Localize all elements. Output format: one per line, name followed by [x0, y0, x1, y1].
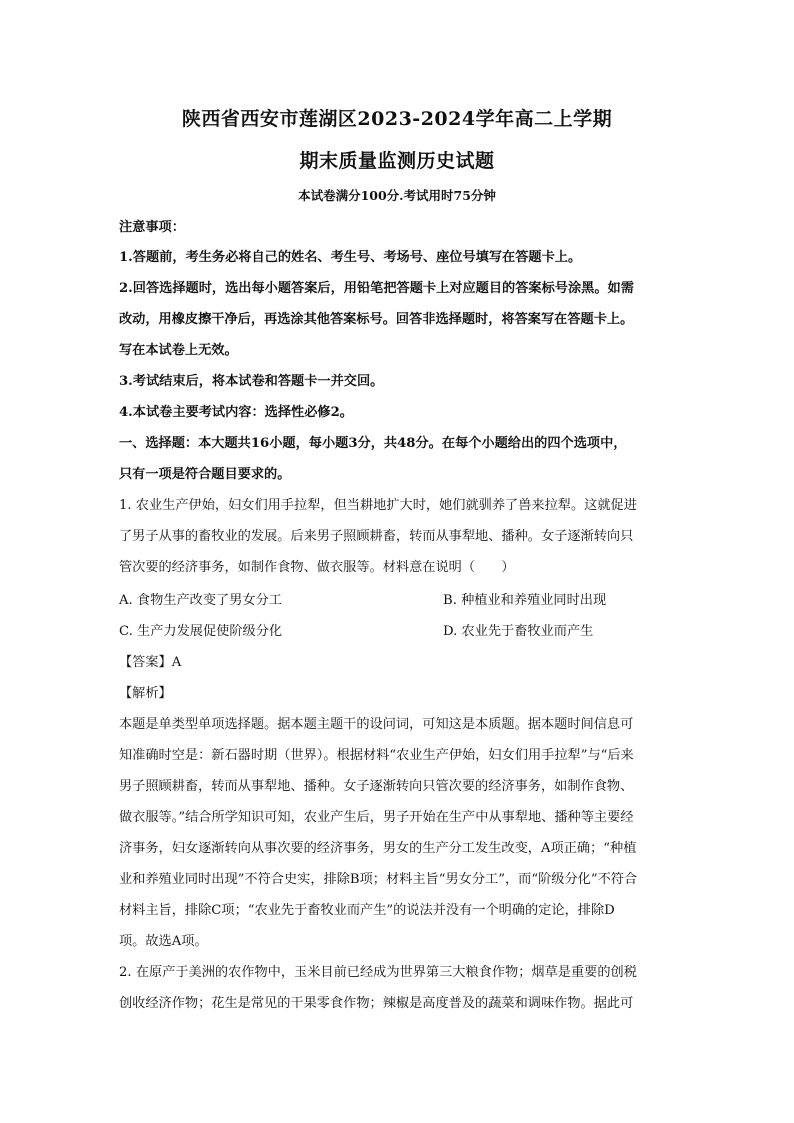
title-line-1: 陕西省西安市莲湖区2023-2024学年高二上学期 — [181, 108, 613, 130]
analysis-text: 知准确时空是：新石器时期（世界）。根据材料“农业生产伊始，妇女们用手拉犁”与“后来 — [119, 748, 634, 763]
analysis-text: 业和养殖业同时出现”不符合史实，排除B项；材料主旨“男女分工”，而“阶级分化”不符合 — [119, 872, 638, 887]
question-1-text: 1. 农业生产伊始，妇女们用手拉犁，但当耕地扩大时，她们就驯养了兽来拉犁。这就促进 — [119, 498, 637, 513]
notice-line: 3.考试结束后，将本试卷和答题卡一并交回。 — [119, 374, 384, 389]
exam-subtitle: 本试卷满分100分.考试用时75分钟 — [298, 188, 496, 203]
question-2-text: 2. 在原产于美洲的农作物中，玉米目前已经成为世界第三大粮食作物；烟草是重要的创税 — [119, 965, 637, 980]
section-heading: 只有一项是符合题目要求的。 — [119, 467, 291, 482]
question-1-text: 管次要的经济事务，如制作食物、做衣服等。材料意在说明（ ） — [119, 560, 515, 575]
notice-line: 1.答题前，考生务必将自己的姓名、考生号、考场号、座位号填写在答题卡上。 — [119, 250, 582, 265]
question-2-text: 创收经济作物；花生是常见的干果零食作物；辣椒是高度普及的蔬菜和调味作物。据此可 — [119, 996, 634, 1011]
analysis-text: 做衣服等。”结合所学知识可知，农业产生后，男子开始在生产中从事犁地、播种等主要经 — [119, 810, 634, 825]
answer-label: 【答案】A — [119, 655, 182, 670]
notice-heading: 注意事项： — [119, 220, 185, 235]
notice-line: 2.回答选择题时，选出每小题答案后，用铅笔把答题卡上对应题目的答案标号涂黑。如需 — [119, 281, 634, 296]
analysis-text: 本题是单类型单项选择题。据本题主题干的设问词，可知这是本质题。据本题时间信息可 — [119, 717, 634, 732]
question-1-text: 了男子从事的畜牧业的发展。后来男子照顾耕畜，转而从事犁地、播种。女子逐渐转向只 — [119, 529, 634, 544]
option-b: B. 种植业和养殖业同时出现 — [443, 593, 607, 608]
notice-line: 写在本试卷上无效。 — [119, 343, 238, 358]
analysis-text: 项。故选A项。 — [119, 934, 208, 949]
analysis-label: 【解析】 — [119, 686, 172, 701]
analysis-text: 男子照顾耕畜，转而从事犁地、播种。女子逐渐转向只管次要的经济事务，如制作食物、 — [119, 779, 634, 794]
option-d: D. 农业先于畜牧业而产生 — [443, 624, 594, 639]
option-a: A. 食物生产改变了男女分工 — [119, 593, 282, 608]
analysis-text: 材料主旨，排除C项；“农业先于畜牧业而产生”的说法并没有一个明确的定论，排除D — [119, 903, 615, 918]
title-line-2: 期末质量监测历史试题 — [299, 150, 495, 172]
notice-line: 4.本试卷主要考试内容：选择性必修2。 — [119, 405, 353, 420]
analysis-text: 济事务，妇女逐渐转向从事次要的经济事务，男女的生产分工发生改变，A项正确；“种植 — [119, 841, 637, 856]
option-c: C. 生产力发展促使阶级分化 — [119, 624, 283, 639]
section-heading: 一、选择题：本大题共16小题，每小题3分，共48分。在每个小题给出的四个选项中， — [119, 436, 627, 451]
notice-line: 改动，用橡皮擦干净后，再选涂其他答案标号。回答非选择题时，将答案写在答题卡上。 — [119, 312, 634, 327]
